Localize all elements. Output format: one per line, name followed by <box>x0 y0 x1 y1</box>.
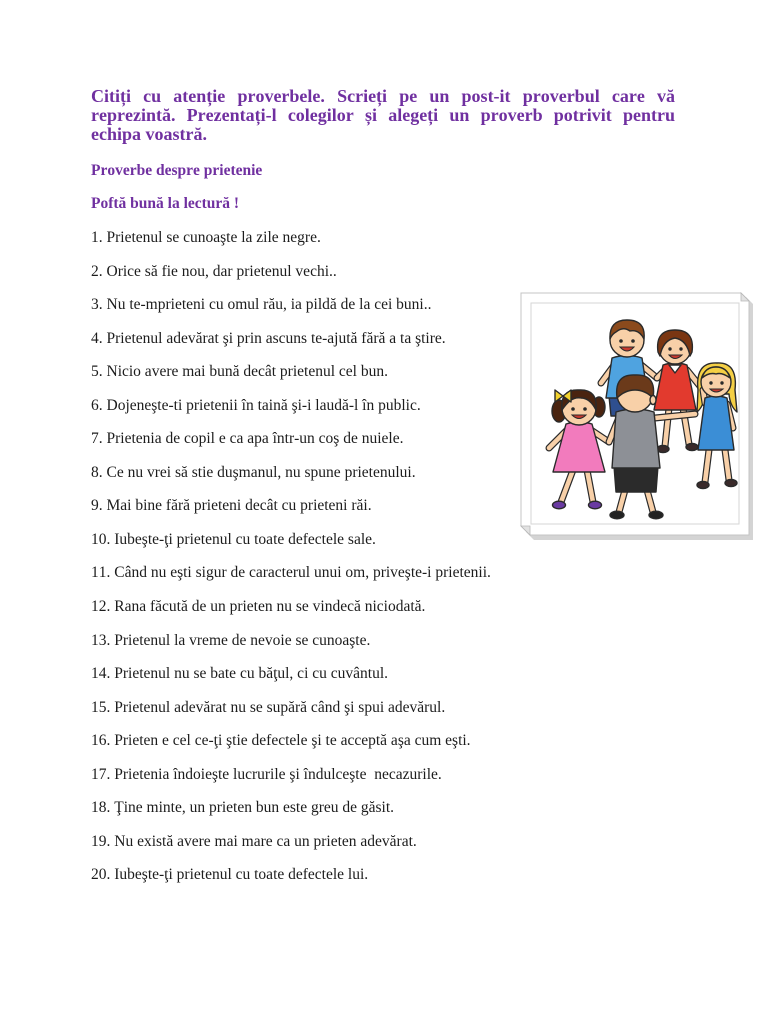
proverb-item <box>91 389 491 423</box>
proverb-item <box>91 657 491 691</box>
instructions-paragraph: Citiți cu atenție proverbele. Scrieți pe un post-it proverbul care vă reprezintă. Prezentați-l colegilor și alegeți un proverb potrivit pentru echipa voastră. <box>91 86 675 144</box>
proverb-number: 9. <box>91 497 103 515</box>
proverb-text: Prietenia îndoieşte lucrurile şi îndulceşte necazurile. <box>114 765 442 783</box>
proverb-item <box>91 322 491 356</box>
proverb-number: 6. <box>91 396 103 414</box>
proverb-item <box>91 422 491 456</box>
eye <box>709 381 712 384</box>
proverb-item <box>91 791 491 825</box>
proverb-item <box>91 858 491 892</box>
proverb-number: 10. <box>91 530 111 548</box>
proverb-number: 12. <box>91 598 111 616</box>
proverb-text: Nicio avere mai bună decât prietenul cel bun. <box>106 363 388 381</box>
proverb-text: Mai bine fără prieteni decât cu prieteni răi. <box>106 497 372 515</box>
proverb-item <box>91 590 491 624</box>
proverb-number: 18. <box>91 799 111 817</box>
proverb-number: 20. <box>91 866 111 884</box>
proverb-text: Când nu eşti sigur de caracterul unui om, priveşte-i prietenii. <box>114 564 491 582</box>
proverb-item <box>91 489 491 523</box>
proverb-item <box>91 355 491 389</box>
eye <box>720 381 723 384</box>
proverb-item <box>91 255 491 289</box>
proverb-number: 11. <box>91 564 111 582</box>
proverb-number: 15. <box>91 698 111 716</box>
proverb-text: Prietenul adevărat nu se supără când şi spui adevărul. <box>114 698 446 716</box>
proverb-text: Orice să fie nou, dar prietenul vechi.. <box>106 262 337 280</box>
proverb-item <box>91 624 491 658</box>
frame-curl-bottom-left <box>521 526 530 535</box>
proverb-number: 5. <box>91 363 103 381</box>
proverb-item <box>91 724 491 758</box>
proverb-item <box>91 758 491 792</box>
proverb-number: 14. <box>91 665 111 683</box>
eye <box>679 347 682 350</box>
shirt <box>612 409 660 468</box>
proverb-item <box>91 221 491 255</box>
proverb-number: 2. <box>91 262 103 280</box>
shoe <box>610 511 624 519</box>
pants <box>614 466 658 492</box>
proverb-text: Prietenul nu se bate cu băţul, ci cu cuvântul. <box>114 665 388 683</box>
proverb-text: Nu există avere mai mare ca un prieten adevărat. <box>114 832 417 850</box>
proverb-text: Prietenul se cunoaşte la zile negre. <box>106 229 321 246</box>
proverb-number: 16. <box>91 732 111 750</box>
proverb-number: 13. <box>91 631 111 649</box>
proverb-text: Ce nu vrei să stie duşmanul, nu spune prietenului. <box>106 463 416 481</box>
proverb-item <box>91 523 491 557</box>
eye <box>583 407 587 411</box>
shoe <box>686 444 698 451</box>
proverb-number: 3. <box>91 296 103 314</box>
proverb-item <box>91 691 491 725</box>
ear <box>650 396 656 405</box>
shoe <box>649 511 663 519</box>
proverb-text: Ţine minte, un prieten bun este greu de găsit. <box>114 799 395 817</box>
proverb-text: Iubeşte-ţi prietenul cu toate defectele sale. <box>114 530 376 548</box>
proverb-text: Prietenul la vreme de nevoie se cunoaşte. <box>114 631 371 649</box>
frame-curl-top-right <box>741 293 749 301</box>
proverb-text: Prietenul adevărat şi prin ascuns te-ajută fără a ta ştire. <box>106 329 446 347</box>
proverb-text: Rana făcută de un prieten nu se vindecă niciodată. <box>114 598 426 616</box>
proverb-number: 8. <box>91 463 103 481</box>
proverb-number: 19. <box>91 832 111 850</box>
proverb-number: 17. <box>91 765 111 783</box>
proverb-text: Dojeneşte-ti prietenii în taină şi-i laudă-l în public. <box>106 396 421 414</box>
eye <box>571 407 575 411</box>
proverb-number: 4. <box>91 329 103 347</box>
proverb-text: Prietenia de copil e ca apa într-un coş de nuiele. <box>106 430 404 448</box>
shoe <box>697 482 709 489</box>
proverb-text: Prieten e cel ce-ţi ştie defectele şi te acceptă aşa cum eşti. <box>114 732 471 750</box>
section-title: Proverbe despre prietenie <box>91 162 263 179</box>
proverb-item <box>91 288 491 322</box>
eye <box>619 339 623 343</box>
proverb-number: 7. <box>91 430 103 448</box>
eye <box>668 347 671 350</box>
proverb-item <box>91 456 491 490</box>
children-dancing-illustration <box>519 290 755 542</box>
proverb-number: 1. <box>91 229 103 246</box>
shoe <box>553 501 566 509</box>
proverb-list <box>91 221 491 892</box>
proverb-text: Nu te-mprieteni cu omul rău, ia pildă de la cei buni.. <box>106 296 432 314</box>
shoe <box>589 501 602 509</box>
greeting-line: Poftă bună la lectură ! <box>91 195 240 212</box>
proverb-text: Iubeşte-ţi prietenul cu toate defectele lui. <box>114 866 369 884</box>
proverb-item <box>91 825 491 859</box>
shoe <box>725 480 737 487</box>
proverb-item <box>91 556 491 590</box>
eye <box>631 339 635 343</box>
